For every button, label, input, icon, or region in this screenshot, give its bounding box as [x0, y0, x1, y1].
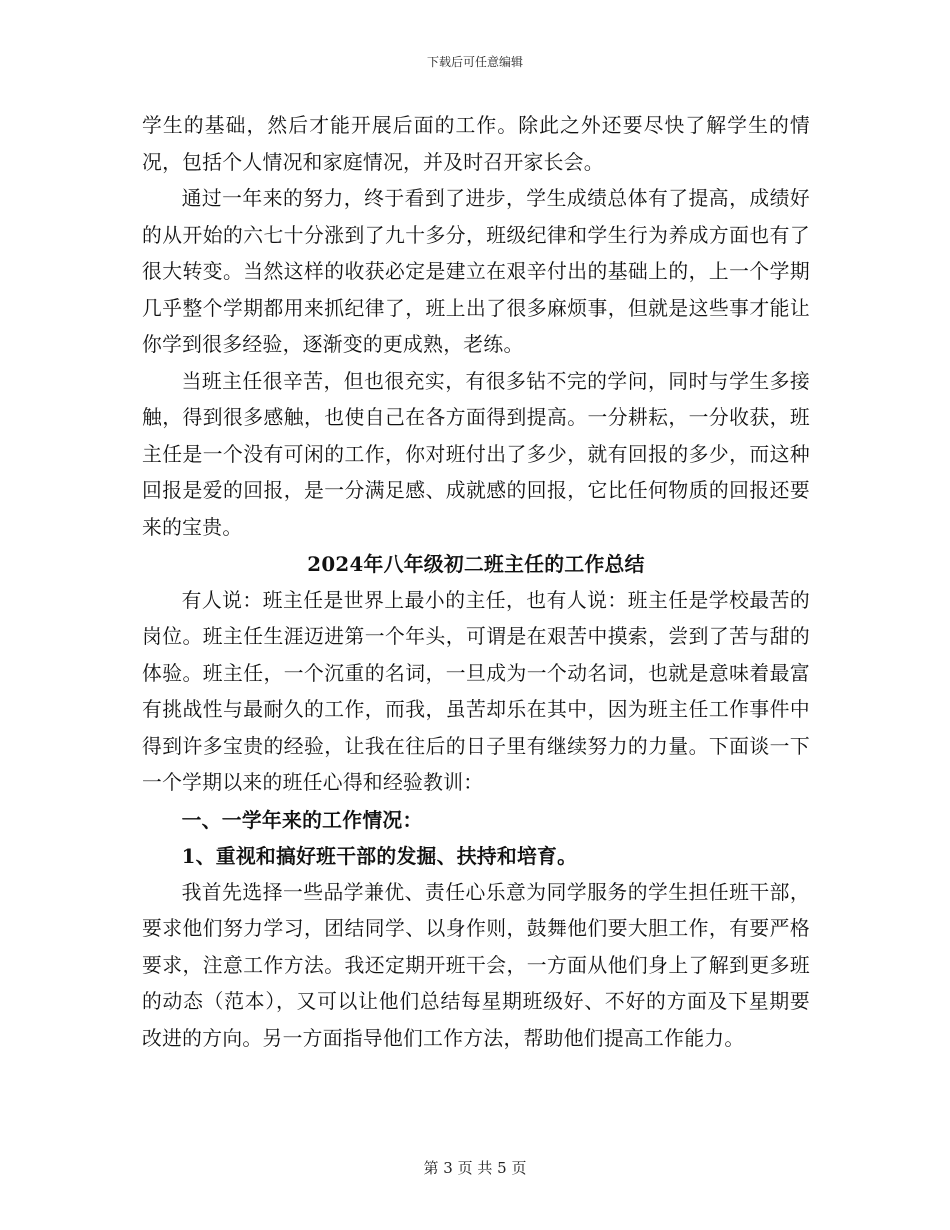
section-heading: 一、一学年来的工作情况：: [181, 807, 423, 832]
paragraph-reflection: 当班主任很辛苦，但也很充实，有很多钻不完的学问，同时与学生多接触，得到很多感触，也使自己在各方面得到提高。一分耕耘，一分收获，班主任是一个没有可闲的工作，你对班付出了多少，就有回报的多少，而这种回报是爱的回报，是一分满足感、成就感的回报，它比任何物质的回报还要来的宝贵。: [142, 369, 810, 539]
document-title: 2024年八年级初二班主任的工作总结: [307, 552, 645, 576]
document-body: [142, 108, 810, 1057]
subsection-heading: 1、重视和搞好班干部的发掘、扶持和培育。: [181, 844, 578, 868]
paragraph-intro: 有人说：班主任是世界上最小的主任，也有人说：班主任是学校最苦的岗位。班主任生涯迈进第一个年头，可谓是在艰苦中摸索，尝到了苦与甜的体验。班主任，一个沉重的名词，一旦成为一个动名词，也就是意味着最富有挑战性与最耐久的工作，而我，虽苦却乐在其中，因为班主任工作事件中得到许多宝贵的经验，让我在往后的日子里有继续努力的力量。下面谈一下一个学期以来的班任心得和经验教训：: [142, 588, 810, 794]
paragraph-continuation: 学生的基础，然后才能开展后面的工作。除此之外还要尽快了解学生的情况，包括个人情况和家庭情况，并及时召开家长会。: [142, 114, 810, 174]
page-header: 下载后可任意编辑: [426, 55, 523, 69]
paragraph-class-cadres: 我首先选择一些品学兼优、责任心乐意为同学服务的学生担任班干部，要求他们努力学习，团结同学、以身作则，鼓舞他们要大胆工作，有要严格要求，注意工作方法。我还定期开班干会，一方面从他们身上了解到更多班的动态（范本），又可以让他们总结每星期班级好、不好的方面及下星期要改进的方向。另一方面指导他们工作方法，帮助他们提高工作能力。: [142, 880, 810, 1050]
paragraph-progress: 通过一年来的努力，终于看到了进步，学生成绩总体有了提高，成绩好的从开始的六七十分涨到了九十多分，班级纪律和学生行为养成方面也有了很大转变。当然这样的收获必定是建立在艰辛付出的基础上的，上一个学期几乎整个学期都用来抓纪律了，班上出了很多麻烦事，但就是这些事才能让你学到很多经验，逐渐变的更成熟，老练。: [142, 187, 810, 356]
page-footer: 第 3 页 共 5 页: [423, 1159, 527, 1177]
